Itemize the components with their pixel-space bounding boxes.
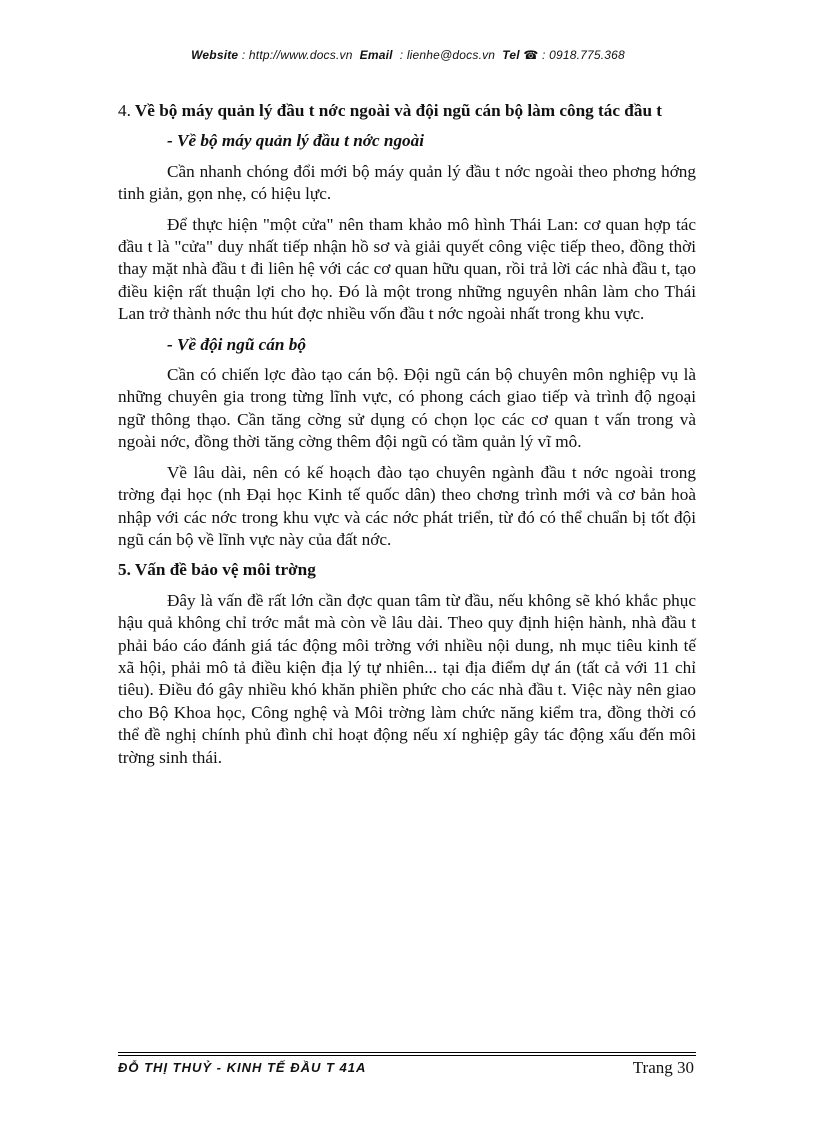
footer-divider bbox=[118, 1055, 696, 1056]
paragraph: Về lâu dài, nên có kế hoạch đào tạo chuyên ngành đầu t nớc ngoài trong trờng đại học (nh Đại học Kinh tế quốc dân) theo chơng trình mới và cơ bản hoà nhập với các nớc trong khu vực và các nớc phát triển, từ đó có thể chuẩn bị tốt đội ngũ cán bộ về lĩnh vực này của đất nớc. bbox=[118, 462, 696, 549]
paragraph: Cần nhanh chóng đổi mới bộ máy quản lý đầu t nớc ngoài theo phơng hớng tinh giản, gọn nhẹ, có hiệu lực. bbox=[118, 161, 696, 204]
website-value: : http://www.docs.vn bbox=[241, 48, 353, 62]
paragraph: Đây là vấn đề rất lớn cần đợc quan tâm từ đầu, nếu không sẽ khó khắc phục hậu quả không chỉ trớc mắt mà còn về lâu dài. Theo quy định hiện hành, nhà đầu t phải báo cáo đánh giá tác động môi trờng với nhiều nội dung, nh mục tiêu kinh tế xã hội, phải mô tả điều kiện địa lý tự nhiên... tại địa điểm dự án (tất cả với 11 chỉ tiêu). Điều đó gây nhiều khó khăn phiền phức cho các nhà đầu t. Việc này nên giao cho Bộ Khoa học, Công nghệ và Môi trờng làm chức năng kiểm tra, đồng thời có thể đề nghị chính phủ đình chỉ hoạt động nếu xí nghiệp gây tác động xấu đến môi trờng sinh thái. bbox=[118, 590, 696, 767]
phone-icon: ☎ bbox=[523, 48, 539, 62]
email-value: : lienhe@docs.vn bbox=[399, 48, 496, 62]
tel-label: Tel bbox=[502, 48, 520, 62]
page-footer bbox=[118, 1058, 696, 1080]
website-label: Website bbox=[191, 48, 239, 62]
paragraph: Để thực hiện "một cửa" nên tham khảo mô hình Thái Lan: cơ quan hợp tác đầu t là "cửa" duy nhất tiếp nhận hồ sơ và giải quyết công việc tiếp theo, đồng thời thay mặt nhà đầu t đi liên hệ với các cơ quan hữu quan, rồi trả lời các nhà đầu t, tạo điều kiện rất thuận lợi cho họ. Đó là một trong những nguyên nhân làm cho Thái Lan trở thành nớc thu hút đợc nhiều vốn đầu t nớc ngoài nhất trong khu vực. bbox=[118, 214, 696, 324]
email-label: Email bbox=[359, 48, 393, 62]
document-body bbox=[118, 100, 696, 769]
footer-divider bbox=[118, 1052, 696, 1053]
section-5-heading: 5. Vấn đề bảo vệ môi trờng bbox=[118, 560, 316, 580]
page-header bbox=[0, 48, 816, 62]
tel-value: : 0918.775.368 bbox=[542, 48, 625, 62]
section-4-heading bbox=[118, 100, 696, 122]
page-number: Trang 30 bbox=[632, 1058, 694, 1077]
paragraph: Cần có chiến lợc đào tạo cán bộ. Đội ngũ cán bộ chuyên môn nghiệp vụ là những chuyên gia trong từng lĩnh vực, có phong cách giao tiếp và trình độ ngoại ngữ thông thạo. Cần tăng cờng sử dụng có chọn lọc các cơ quan t vấn trong và ngoài nớc, đồng thời tăng cờng thêm đội ngũ có tầm quản lý vĩ mô. bbox=[118, 365, 696, 452]
section-4-number: 4. bbox=[118, 101, 131, 120]
subheading-staff: - Về đội ngũ cán bộ bbox=[167, 334, 306, 354]
section-4-title: Về bộ máy quản lý đầu t nớc ngoài và đội ngũ cán bộ làm công tác đầu t bbox=[134, 101, 663, 120]
subheading-management-apparatus: - Về bộ máy quản lý đầu t nớc ngoài bbox=[167, 131, 425, 151]
footer-author: ĐỖ THỊ THUỶ - KINH TẾ ĐẦU T 41A bbox=[118, 1060, 367, 1075]
